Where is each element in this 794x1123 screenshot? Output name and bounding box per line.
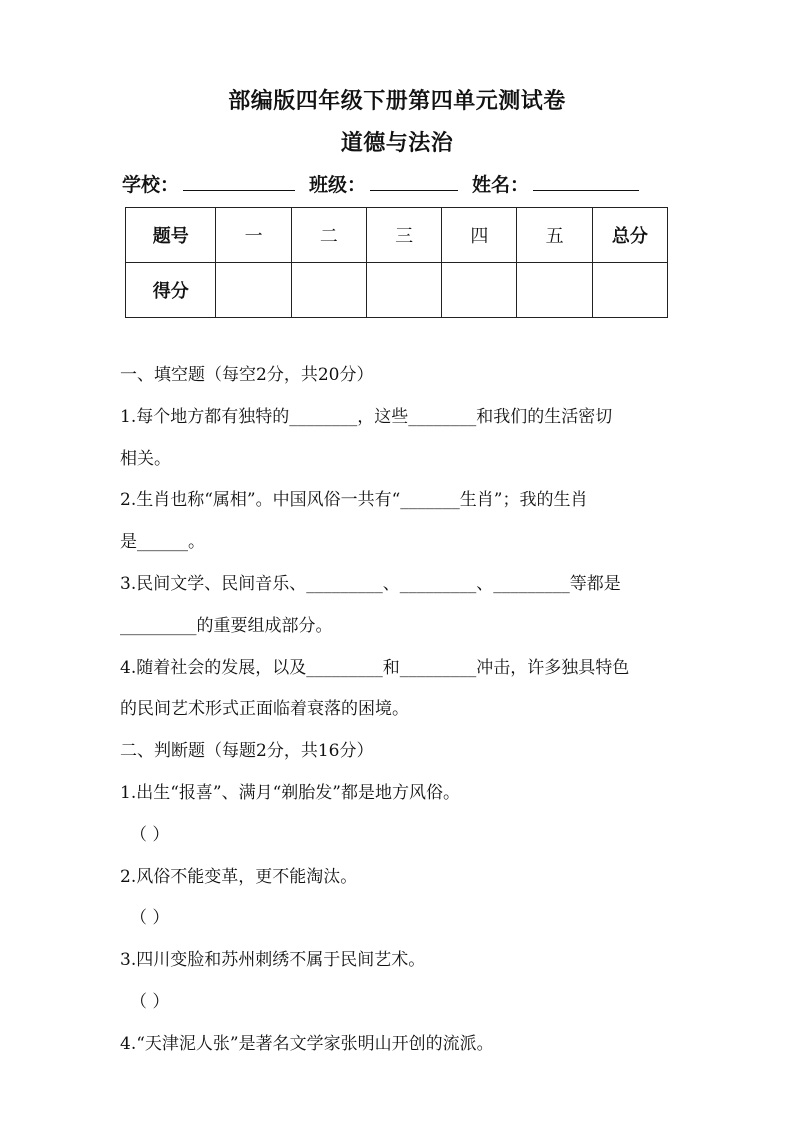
score-table <box>125 207 668 318</box>
question-text: 的民间艺术形式正面临着衰落的困境。 <box>120 699 409 720</box>
school-blank <box>183 172 295 191</box>
subject-title: 道德与法治 <box>340 130 454 156</box>
question-text: 3.四川变脸和苏州刺绣不属于民间艺术。 <box>120 950 426 971</box>
question-text: 1.每个地方都有独特的________，这些________和我们的生活密切 <box>120 406 613 427</box>
score-cell-total <box>592 263 667 318</box>
question-text: 相关。 <box>120 448 171 469</box>
student-info-row <box>122 170 653 197</box>
section-4-header: 四 <box>442 208 517 263</box>
question-text: 3.民间文学、民间音乐、_________、_________、_________等都是 <box>120 573 621 594</box>
answer-parentheses: （ ） <box>130 991 170 1012</box>
name-blank <box>533 172 639 191</box>
class-blank <box>370 172 458 191</box>
total-score-header: 总分 <box>592 208 667 263</box>
section-5-header: 五 <box>517 208 592 263</box>
score-cell-1 <box>216 263 291 318</box>
score-cell-3 <box>366 263 441 318</box>
score-row-label: 得分 <box>126 263 216 318</box>
score-table-header-row <box>126 208 668 263</box>
page-title: 部编版四年级下册第四单元测试卷 <box>228 88 566 114</box>
answer-parentheses: （ ） <box>130 824 170 845</box>
question-text: 4.随着社会的发展，以及_________和_________冲击，许多独具特色 <box>120 657 630 678</box>
question-text: 1.出生“报喜”、满月“剃胎发”都是地方风俗。 <box>120 782 460 803</box>
question-body <box>120 355 700 1066</box>
answer-parentheses: （ ） <box>130 908 170 929</box>
class-label: 班级： <box>309 174 367 196</box>
question-text: 4.“天津泥人张”是著名文学家张明山开创的流派。 <box>120 1033 494 1054</box>
section-3-header: 三 <box>366 208 441 263</box>
score-cell-5 <box>517 263 592 318</box>
score-cell-4 <box>442 263 517 318</box>
section-2-header: 二 <box>291 208 366 263</box>
section-heading-fill-in: 一、填空题（每空2分，共20分） <box>120 365 374 385</box>
name-label: 姓名： <box>472 174 530 196</box>
question-text: _________的重要组成部分。 <box>120 615 333 636</box>
score-cell-2 <box>291 263 366 318</box>
school-label: 学校： <box>122 174 180 196</box>
question-text: 2.生肖也称“属相”。中国风俗一共有“_______生肖”；我的生肖 <box>120 490 588 511</box>
section-1-header: 一 <box>216 208 291 263</box>
question-text: 是______。 <box>120 532 205 553</box>
question-text: 2.风俗不能变革，更不能淘汰。 <box>120 866 358 887</box>
section-heading-true-false: 二、判断题（每题2分，共16分） <box>120 741 374 762</box>
score-table-score-row <box>126 263 668 318</box>
question-number-header: 题号 <box>126 208 216 263</box>
